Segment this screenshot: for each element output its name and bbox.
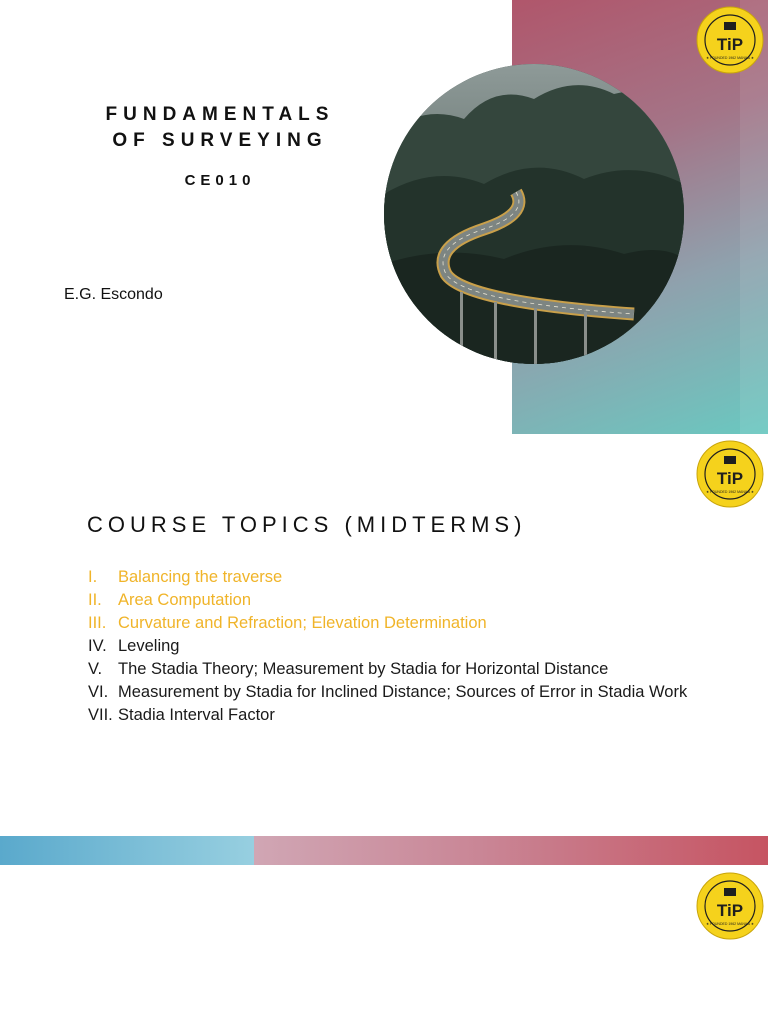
topic-item — [88, 681, 728, 704]
tip-seal-icon — [696, 872, 764, 940]
topic-number: II. — [88, 591, 102, 609]
title-line-1: FUNDAMENTALS — [105, 104, 335, 125]
topic-number: I. — [88, 568, 98, 586]
slide-title — [80, 102, 360, 154]
topics-slide — [0, 434, 768, 834]
color-bar-blue — [0, 836, 254, 865]
highway-photo — [384, 64, 684, 364]
footer-slide — [0, 834, 768, 1024]
svg-text:★ FOUNDED 1962 MANILA ★: ★ FOUNDED 1962 MANILA ★ — [705, 56, 755, 60]
topic-item — [88, 635, 728, 658]
title-slide — [0, 0, 768, 434]
tip-logo — [696, 440, 764, 508]
topic-item — [88, 612, 728, 635]
topic-item — [88, 589, 728, 612]
topic-number: III. — [88, 614, 107, 632]
topic-text: Leveling — [118, 637, 180, 655]
topic-text: Curvature and Refraction; Elevation Determination — [118, 614, 487, 632]
svg-text:TiP: TiP — [716, 35, 744, 54]
topic-text: The Stadia Theory; Measurement by Stadia for Horizontal Distance — [118, 660, 609, 678]
color-bar-pink — [254, 836, 768, 865]
svg-text:★ FOUNDED 1962 MANILA ★: ★ FOUNDED 1962 MANILA ★ — [705, 922, 755, 926]
topics-list — [88, 566, 728, 727]
topic-text: Area Computation — [118, 591, 251, 609]
svg-text:TiP: TiP — [716, 469, 744, 488]
topic-item — [88, 658, 728, 681]
topic-number: VII. — [88, 706, 113, 724]
tip-logo — [696, 6, 764, 74]
course-code: CE010 — [184, 172, 256, 189]
topic-text: Measurement by Stadia for Inclined Distance; Sources of Error in Stadia Work — [118, 683, 688, 701]
topic-text: Stadia Interval Factor — [118, 706, 275, 724]
topic-number: VI. — [88, 683, 109, 701]
tip-logo — [696, 872, 764, 940]
svg-text:★ FOUNDED 1962 MANILA ★: ★ FOUNDED 1962 MANILA ★ — [705, 490, 755, 494]
topic-item — [88, 704, 728, 727]
topic-number: V. — [88, 660, 103, 678]
topic-number: IV. — [88, 637, 107, 655]
tip-seal-icon — [696, 6, 764, 74]
topics-heading: COURSE TOPICS (MIDTERMS) — [87, 512, 527, 537]
title-line-2: OF SURVEYING — [112, 130, 328, 151]
tip-seal-icon — [696, 440, 764, 508]
highway-photo-illustration — [384, 64, 684, 364]
author-name: E.G. Escondo — [64, 286, 163, 303]
svg-text:TiP: TiP — [716, 901, 744, 920]
topic-item — [88, 566, 728, 589]
topic-text: Balancing the traverse — [118, 568, 283, 586]
